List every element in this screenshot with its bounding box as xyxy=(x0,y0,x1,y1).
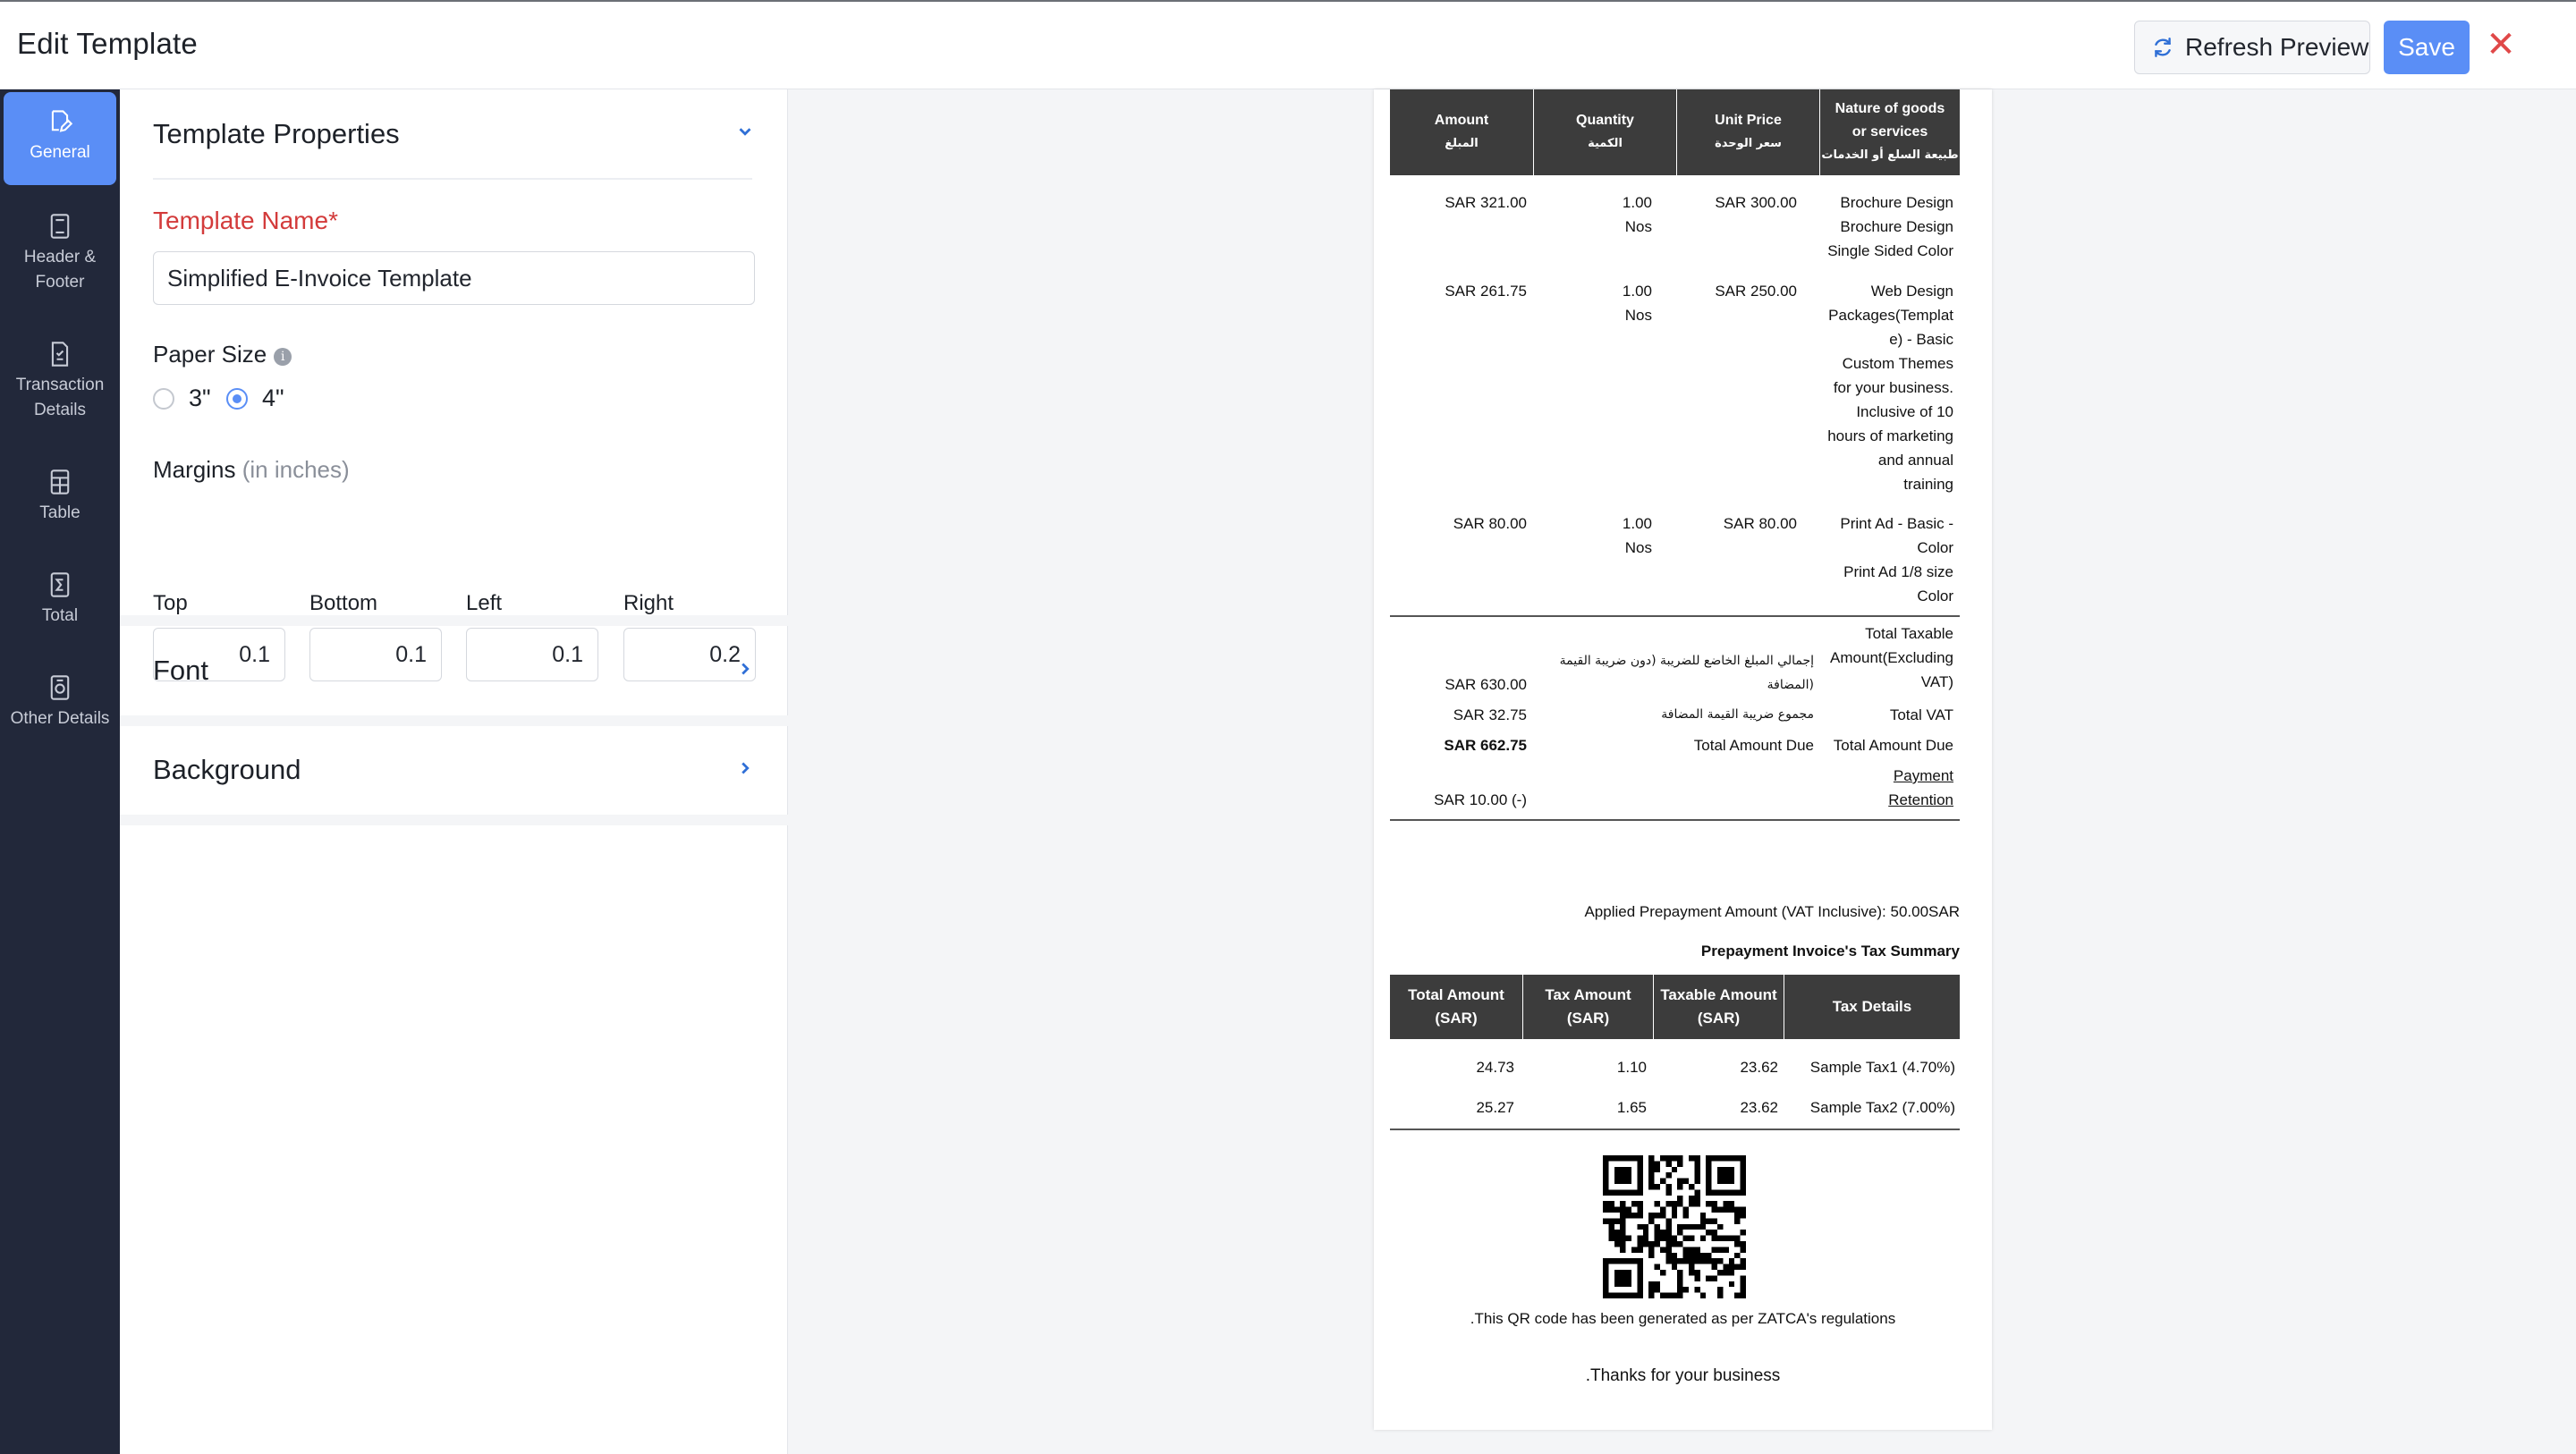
column-taxable-amount xyxy=(1653,975,1784,1039)
info-icon[interactable]: i xyxy=(274,348,292,366)
save-button[interactable]: Save xyxy=(2384,21,2470,74)
tax-taxable: 23.62 xyxy=(1740,1099,1778,1116)
sidebar-item-transaction-details[interactable] xyxy=(4,341,116,423)
item-desc-line: Print Ad 1/8 size xyxy=(1843,563,1953,580)
margin-top-label: Top xyxy=(153,591,188,615)
column-quantity-en: Quantity xyxy=(1576,113,1634,128)
chevron-down-icon[interactable] xyxy=(735,122,755,141)
separator xyxy=(120,615,788,626)
qr-note: .This QR code has been generated as per ZATCA's regulations xyxy=(1470,1310,1896,1327)
total-due-value: SAR 662.75 xyxy=(1444,737,1527,754)
tax-details: Sample Tax2 (7.00%) xyxy=(1809,1099,1955,1116)
margin-right-input[interactable]: 0.2 xyxy=(623,628,756,681)
tax-details: Sample Tax1 (4.70%) xyxy=(1809,1059,1955,1076)
item-unit: Nos xyxy=(1624,218,1652,235)
background-section-title[interactable]: Background xyxy=(153,754,301,785)
item-desc-line: and annual xyxy=(1877,452,1953,469)
item-desc-line: training xyxy=(1903,476,1953,493)
total-vat-ar: مجموع ضريبة القيمة المضافة xyxy=(1661,707,1814,722)
divider xyxy=(153,178,752,180)
column-nature xyxy=(1819,89,1960,175)
template-name-label: Template Name* xyxy=(153,207,338,234)
retention-label: Retention xyxy=(1888,791,1953,808)
item-desc-line: Custom Themes xyxy=(1842,355,1953,372)
divider xyxy=(1390,819,1960,821)
paper-size-4-radio[interactable] xyxy=(226,388,248,410)
sidebar-item-label: Header & Footer xyxy=(23,248,97,292)
template-edit-icon xyxy=(47,108,72,135)
item-desc-line: e) - Basic xyxy=(1889,331,1953,348)
item-desc xyxy=(1803,279,1953,496)
properties-panel xyxy=(120,89,788,1454)
item-desc-line: Web Design xyxy=(1870,283,1953,300)
sidebar-item-general[interactable] xyxy=(4,92,116,185)
sidebar-item-header-footer[interactable] xyxy=(4,213,116,295)
paper-size-text: Paper Size xyxy=(153,341,267,368)
total-taxable-value: SAR 630.00 xyxy=(1445,676,1527,693)
column-unit-price-en: Unit Price xyxy=(1715,113,1782,128)
column-total-amount-l2: (SAR) xyxy=(1435,1010,1478,1027)
item-desc-line: hours of marketing xyxy=(1827,427,1953,444)
sidebar-item-label: Transaction Details xyxy=(15,376,105,419)
top-header xyxy=(0,0,2576,89)
column-tax-details: Tax Details xyxy=(1784,975,1960,1039)
item-unit: Nos xyxy=(1624,307,1652,324)
margin-bottom-label: Bottom xyxy=(309,591,378,615)
refresh-preview-label: Refresh Preview xyxy=(2185,33,2369,61)
item-unit: Nos xyxy=(1624,539,1652,556)
margin-top-input[interactable]: 0.1 xyxy=(153,628,285,681)
paper-size-4-label: 4" xyxy=(262,385,284,411)
sidebar-item-other-details[interactable] xyxy=(4,674,116,731)
close-icon[interactable]: ✕ xyxy=(2486,25,2516,64)
template-name-input[interactable]: Simplified E-Invoice Template xyxy=(153,251,755,305)
separator xyxy=(120,715,788,726)
margin-left-input[interactable]: 0.1 xyxy=(466,628,598,681)
column-taxable-amount-l2: (SAR) xyxy=(1697,1010,1741,1027)
column-taxable-amount-l1: Taxable Amount xyxy=(1660,986,1777,1003)
tax-summary-header xyxy=(1390,975,1960,1039)
column-total-amount xyxy=(1390,975,1522,1039)
column-amount-en: Amount xyxy=(1434,113,1489,128)
item-desc xyxy=(1803,511,1953,608)
margins-text: Margins xyxy=(153,456,236,483)
margins-label xyxy=(153,456,350,484)
item-qty: 1.00 xyxy=(1622,194,1652,211)
font-section-title[interactable]: Font xyxy=(153,655,209,686)
separator xyxy=(120,815,788,825)
item-desc-line: Single Sided Color xyxy=(1827,242,1953,259)
settings-sidebar xyxy=(0,89,120,1454)
payment-retention-label xyxy=(1821,764,1953,812)
column-nature-ar: طبيعة السلع أو الخدمات xyxy=(1821,148,1959,162)
items-table-header xyxy=(1390,89,1960,175)
chevron-right-icon[interactable] xyxy=(735,659,755,679)
column-nature-en-1: Nature of goods xyxy=(1835,101,1945,116)
item-desc-line: Brochure Design xyxy=(1840,194,1953,211)
applied-prepayment: Applied Prepayment Amount (VAT Inclusive): 50.00SAR xyxy=(1584,903,1960,920)
column-total-amount-l1: Total Amount xyxy=(1408,986,1504,1003)
total-taxable-ar xyxy=(1535,649,1814,697)
total-taxable-line: Total Taxable xyxy=(1865,625,1953,642)
transaction-details-icon xyxy=(47,341,72,368)
sidebar-item-table[interactable] xyxy=(4,469,116,526)
thanks-note: .Thanks for your business xyxy=(1585,1366,1781,1385)
column-tax-amount-l1: Tax Amount xyxy=(1545,986,1631,1003)
column-amount xyxy=(1390,89,1533,175)
receipt-preview xyxy=(1374,89,1992,1430)
tax-total: 24.73 xyxy=(1476,1059,1514,1076)
item-desc-line: Color xyxy=(1917,539,1953,556)
total-taxable-label xyxy=(1821,621,1953,694)
item-desc-line: Packages(Templat xyxy=(1828,307,1953,324)
paper-size-3-label: 3" xyxy=(189,385,211,411)
refresh-icon xyxy=(2151,36,2174,59)
column-nature-en-2: or services xyxy=(1852,124,1928,139)
total-due-mid-label: Total Amount Due xyxy=(1693,737,1814,754)
tax-taxable: 23.62 xyxy=(1740,1059,1778,1076)
sigma-icon xyxy=(47,571,72,598)
divider xyxy=(1390,615,1960,617)
payment-label: Payment xyxy=(1893,767,1953,784)
total-vat-value: SAR 32.75 xyxy=(1453,706,1527,723)
item-desc-line: for your business. xyxy=(1833,379,1953,396)
other-details-icon xyxy=(47,674,72,701)
header-footer-icon xyxy=(47,213,72,240)
item-desc-line: Print Ad - Basic - xyxy=(1840,515,1953,532)
item-desc-line: Brochure Design xyxy=(1840,218,1953,235)
item-amount: SAR 261.75 xyxy=(1445,283,1527,300)
total-taxable-ar-line: إجمالي المبلغ الخاضع للضريبة (دون ضريبة القيمة xyxy=(1559,654,1814,668)
total-taxable-line: Amount(Excluding xyxy=(1830,649,1953,666)
margins-unit: (in inches) xyxy=(242,456,350,483)
item-price: SAR 250.00 xyxy=(1715,283,1797,300)
item-desc xyxy=(1803,190,1953,263)
item-desc-line: Inclusive of 10 xyxy=(1856,403,1953,420)
total-taxable-line: VAT) xyxy=(1920,673,1953,690)
total-taxable-ar-line: المضافة) xyxy=(1767,678,1814,692)
sidebar-item-label: Table xyxy=(39,503,80,522)
item-qty: 1.00 xyxy=(1622,283,1652,300)
margin-right-label: Right xyxy=(623,591,674,615)
paper-size-label xyxy=(153,341,292,368)
paper-size-3-radio[interactable] xyxy=(153,388,174,410)
tax-summary-title: Prepayment Invoice's Tax Summary xyxy=(1700,943,1960,959)
item-price: SAR 300.00 xyxy=(1715,194,1797,211)
qr-code-icon xyxy=(1603,1155,1746,1298)
total-vat-label: Total VAT xyxy=(1889,706,1953,723)
sidebar-item-total[interactable] xyxy=(4,571,116,629)
tax-amount: 1.65 xyxy=(1616,1099,1647,1116)
column-quantity-ar: الكمية xyxy=(1588,137,1623,150)
divider xyxy=(1390,1129,1960,1130)
table-icon xyxy=(47,469,72,495)
item-qty: 1.00 xyxy=(1622,515,1652,532)
total-due-label: Total Amount Due xyxy=(1833,737,1953,754)
chevron-right-icon[interactable] xyxy=(735,758,755,778)
margin-bottom-input[interactable]: 0.1 xyxy=(309,628,442,681)
item-amount: SAR 321.00 xyxy=(1445,194,1527,211)
column-tax-amount xyxy=(1522,975,1653,1039)
column-unit-price-ar: سعر الوحدة xyxy=(1715,137,1782,150)
margin-left-label: Left xyxy=(466,591,503,615)
sidebar-item-label: General xyxy=(30,143,90,162)
refresh-preview-button[interactable] xyxy=(2134,21,2370,74)
sidebar-item-label: Total xyxy=(41,606,79,625)
column-unit-price xyxy=(1676,89,1819,175)
column-amount-ar: المبلغ xyxy=(1445,137,1479,150)
page-title: Edit Template xyxy=(17,27,198,60)
item-amount: SAR 80.00 xyxy=(1453,515,1527,532)
column-tax-amount-l2: (SAR) xyxy=(1566,1010,1610,1027)
tax-amount: 1.10 xyxy=(1616,1059,1647,1076)
retention-value: SAR 10.00 (-) xyxy=(1434,791,1527,808)
template-properties-title[interactable]: Template Properties xyxy=(153,118,400,149)
column-quantity xyxy=(1533,89,1676,175)
tax-total: 25.27 xyxy=(1476,1099,1514,1116)
item-price: SAR 80.00 xyxy=(1723,515,1797,532)
sidebar-item-label: Other Details xyxy=(10,709,110,728)
item-desc-line: Color xyxy=(1917,588,1953,604)
